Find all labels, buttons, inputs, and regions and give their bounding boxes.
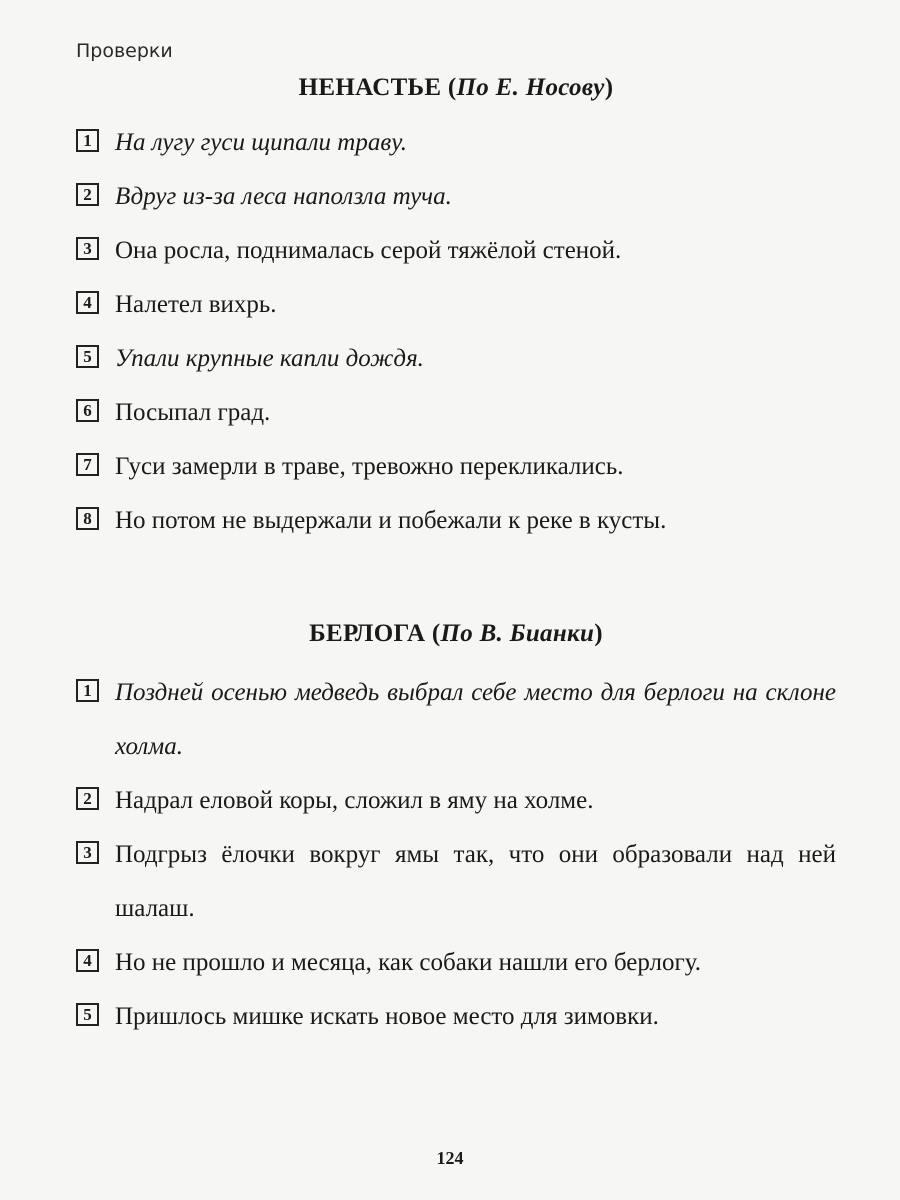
item-number-box: 5 [76, 345, 99, 368]
item-text: Посыпал град. [115, 399, 271, 426]
item-text: На лугу гуси щипали траву. [115, 129, 407, 156]
list-item [76, 278, 836, 332]
list-item [76, 224, 836, 278]
list-item [76, 828, 836, 936]
item-text: Но не прошло и месяца, как собаки нашли его берлогу. [115, 949, 702, 976]
item-text: Пришлось мишке искать новое место для зимовки. [115, 1003, 659, 1030]
section-author: По Е. Носову [456, 74, 605, 101]
item-number-box: 3 [76, 841, 99, 864]
item-text: Подгрыз ёлочки вокруг ямы так, что они образовали над ней шалаш. [115, 841, 836, 922]
item-text: Вдруг из-за леса наползла туча. [115, 183, 452, 210]
list-item [76, 494, 836, 548]
sentence-list [76, 116, 836, 548]
list-item [76, 440, 836, 494]
section-nenastye [76, 74, 836, 548]
list-item [76, 332, 836, 386]
list-item [76, 990, 836, 1044]
item-text: Поздней осенью медведь выбрал себе место для берлоги на склоне холма. [115, 679, 836, 760]
item-number-box: 1 [76, 129, 99, 152]
list-item [76, 774, 836, 828]
item-number-box: 2 [76, 183, 99, 206]
item-number-box: 2 [76, 787, 99, 810]
item-number-box: 5 [76, 1003, 99, 1026]
list-item [76, 386, 836, 440]
section-title-text: НЕНАСТЬЕ [298, 74, 442, 101]
item-number-box: 3 [76, 237, 99, 260]
item-text: Надрал еловой коры, сложил в яму на холме. [115, 787, 594, 814]
item-number-box: 8 [76, 507, 99, 530]
item-number-box: 6 [76, 399, 99, 422]
item-text: Но потом не выдержали и побежали к реке в кусты. [115, 507, 667, 534]
item-number-box: 4 [76, 949, 99, 972]
item-text: Она росла, поднималась серой тяжёлой стеной. [115, 237, 622, 264]
list-item [76, 170, 836, 224]
section-title-text: БЕРЛОГА [309, 620, 426, 647]
item-number-box: 7 [76, 453, 99, 476]
section-author: По В. Бианки [440, 620, 595, 647]
item-text: Гуси замерли в траве, тревожно перекликались. [115, 453, 624, 480]
list-item [76, 666, 836, 774]
item-text: Налетел вихрь. [115, 291, 277, 318]
section-title: НЕНАСТЬЕ (По Е. Носову) [298, 74, 614, 101]
running-header: Проверки [76, 40, 173, 62]
sentence-list [76, 666, 836, 1044]
section-berloga [76, 620, 836, 1044]
section-title: БЕРЛОГА (По В. Бианки) [309, 620, 603, 647]
list-item [76, 116, 836, 170]
item-text: Упали крупные капли дождя. [115, 345, 424, 372]
list-item [76, 936, 836, 990]
item-number-box: 1 [76, 679, 99, 702]
item-number-box: 4 [76, 291, 99, 314]
page-number: 124 [436, 1148, 464, 1168]
